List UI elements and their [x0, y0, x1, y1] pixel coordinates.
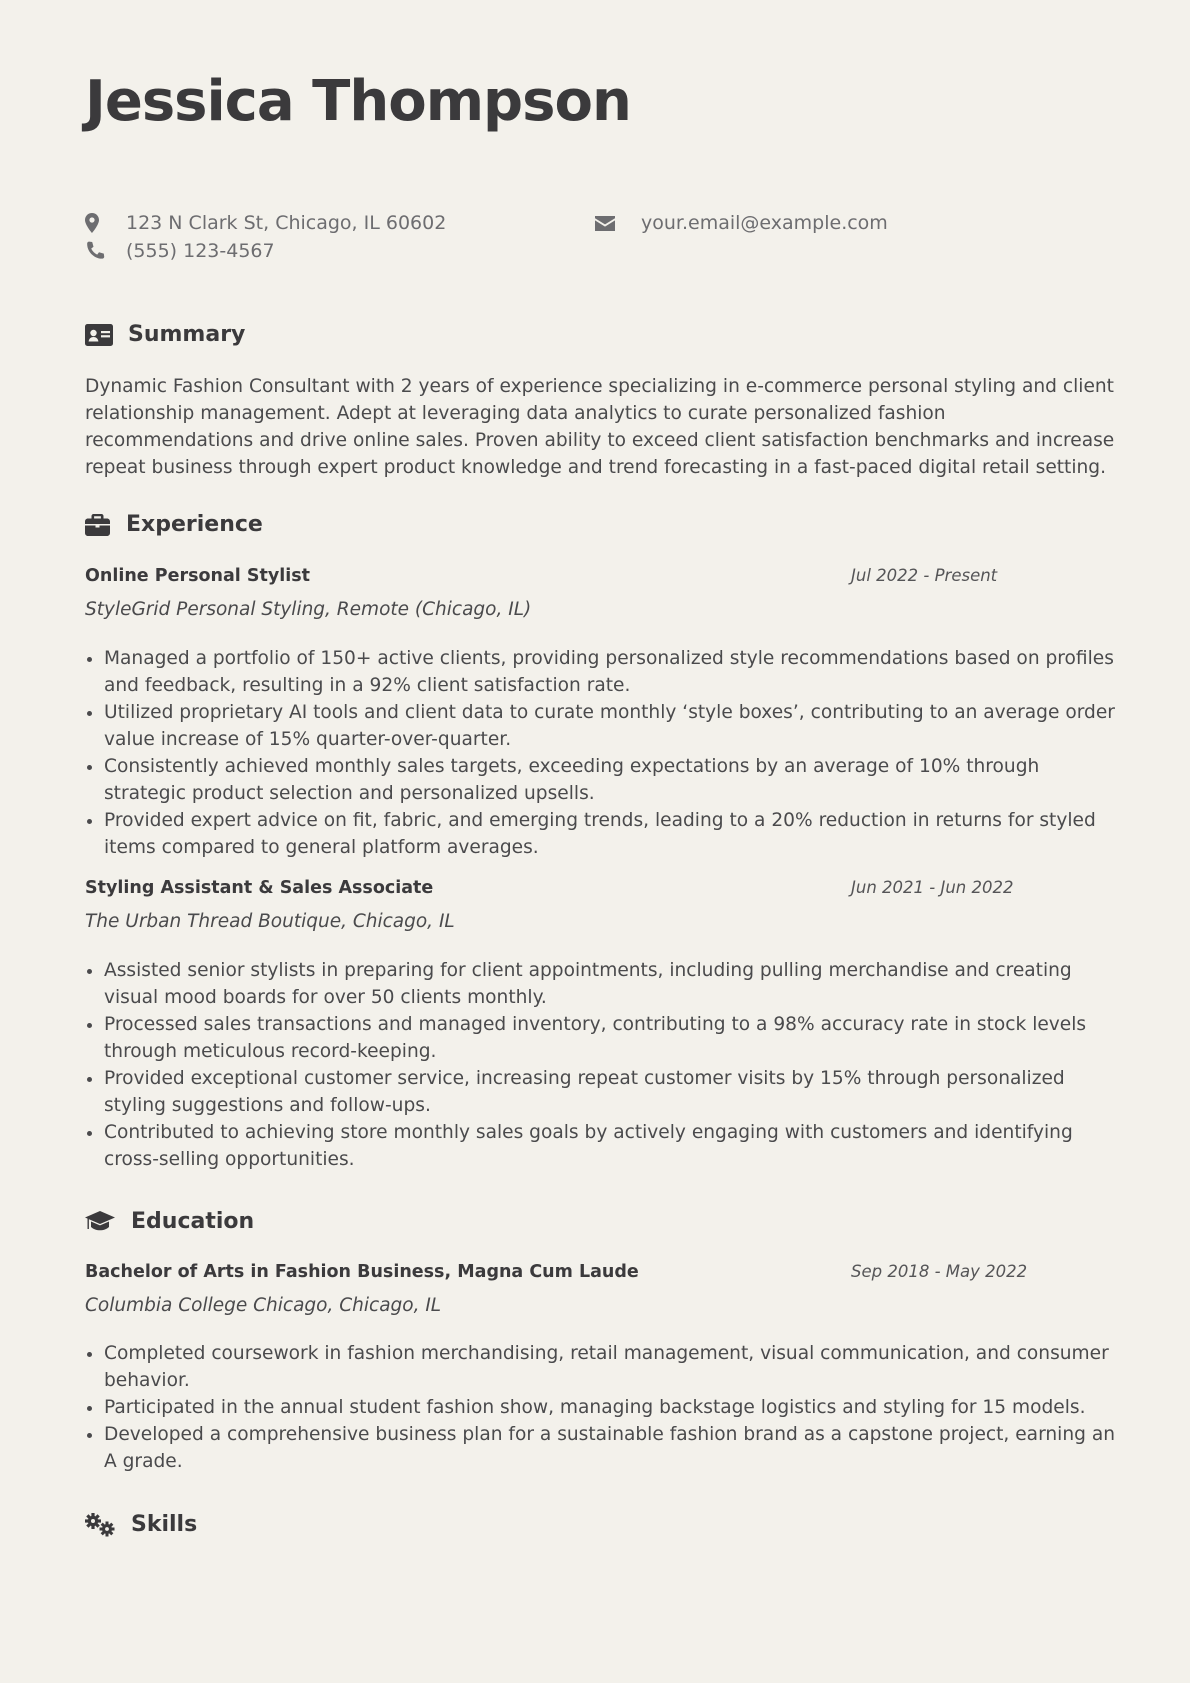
- summary-text: Dynamic Fashion Consultant with 2 years of experience specializing in e-commerce personal styling and client relationship management. Adept at leveraging data analytics to curate personalized fashion recommendations and drive online sales. Proven ability to exceed client satisfaction benchmarks and increase repeat business through expert product knowledge and trend forecasting in a fast-paced digital retail setting.: [85, 376, 1115, 478]
- id-card-icon: [85, 324, 113, 346]
- degree-title: Bachelor of Arts in Fashion Business, Magna Cum Laude: [85, 1262, 639, 1282]
- skills-title: Skills: [131, 1512, 198, 1537]
- candidate-name: Jessica Thompson: [85, 69, 631, 134]
- job-title: Online Personal Stylist: [85, 566, 311, 586]
- job-bullets: [85, 957, 1118, 1173]
- job-company: StyleGrid Personal Styling, Remote (Chicago, IL): [85, 599, 532, 620]
- map-marker-icon: [85, 213, 99, 233]
- list-item: Utilized proprietary AI tools and client data to curate monthly ‘style boxes’, contributing to an average order value increase of 15% quarter-over-quarter.: [85, 699, 1118, 753]
- education-bullets: [85, 1340, 1118, 1475]
- phone-text: (555) 123-4567: [126, 240, 275, 262]
- list-item: Processed sales transactions and managed inventory, contributing to a 98% accuracy rate in stock levels through meticulous record-keeping.: [85, 1011, 1118, 1065]
- list-item: Provided expert advice on fit, fabric, and emerging trends, leading to a 20% reduction in returns for styled items compared to general platform averages.: [85, 807, 1118, 861]
- summary-heading: [85, 324, 245, 346]
- phone-icon: [85, 241, 105, 261]
- job-bullets: [85, 645, 1118, 861]
- contact-address: [85, 212, 446, 234]
- school-name: Columbia College Chicago, Chicago, IL: [85, 1295, 442, 1316]
- graduation-cap-icon: [85, 1211, 115, 1233]
- list-item: Consistently achieved monthly sales targets, exceeding expectations by an average of 10% through strategic product selection and personalized upsells.: [85, 753, 1118, 807]
- list-item: Completed coursework in fashion merchandising, retail management, visual communication, and consumer behavior.: [85, 1340, 1118, 1394]
- skills-heading: [85, 1513, 197, 1537]
- job-dates: Jul 2022 - Present: [851, 566, 998, 585]
- address-text: 123 N Clark St, Chicago, IL 60602: [126, 212, 447, 234]
- experience-heading: [85, 514, 263, 536]
- list-item: Contributed to achieving store monthly sales goals by actively engaging with customers and identifying cross-selling opportunities.: [85, 1119, 1118, 1173]
- contact-phone: [85, 240, 275, 262]
- envelope-icon: [595, 216, 615, 231]
- education-title: Education: [131, 1209, 255, 1234]
- job-dates: Jun 2021 - Jun 2022: [851, 878, 1014, 897]
- job-title: Styling Assistant & Sales Associate: [85, 878, 434, 898]
- contact-email: [595, 212, 888, 234]
- list-item: Managed a portfolio of 150+ active clients, providing personalized style recommendations based on profiles and feedback, resulting in a 92% client satisfaction rate.: [85, 645, 1118, 699]
- list-item: Developed a comprehensive business plan for a sustainable fashion brand as a capstone project, earning an A grade.: [85, 1421, 1118, 1475]
- job-company: The Urban Thread Boutique, Chicago, IL: [85, 911, 455, 932]
- briefcase-icon: [85, 514, 110, 536]
- list-item: Assisted senior stylists in preparing for client appointments, including pulling merchandise and creating visual mood boards for over 50 clients monthly.: [85, 957, 1118, 1011]
- list-item: Participated in the annual student fashion show, managing backstage logistics and styling for 15 models.: [85, 1394, 1118, 1421]
- education-heading: [85, 1211, 254, 1233]
- degree-dates: Sep 2018 - May 2022: [851, 1262, 1028, 1281]
- cogs-icon: [85, 1513, 115, 1537]
- experience-title: Experience: [126, 512, 263, 537]
- email-link[interactable]: your.email@example.com: [641, 212, 888, 234]
- list-item: Provided exceptional customer service, increasing repeat customer visits by 15% through personalized styling suggestions and follow-ups.: [85, 1065, 1118, 1119]
- summary-title: Summary: [128, 322, 246, 347]
